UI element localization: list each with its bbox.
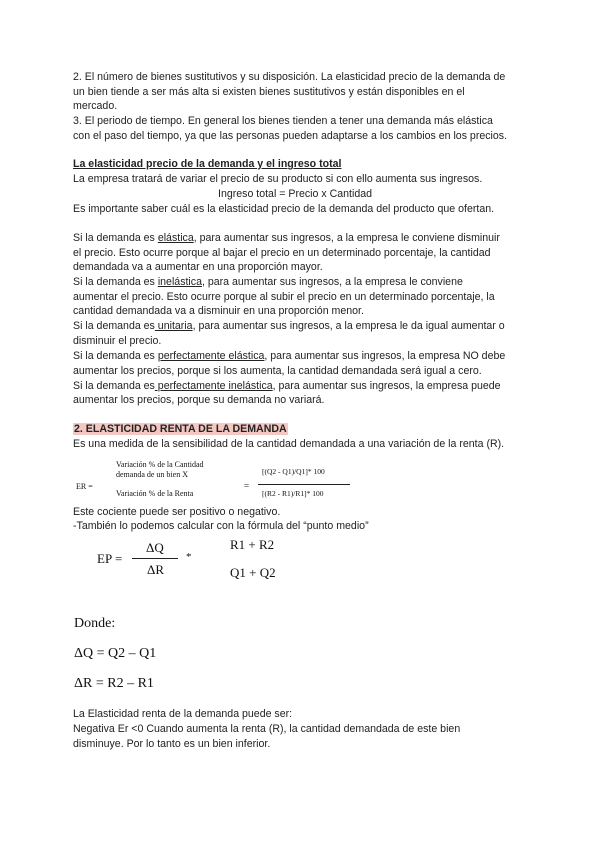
paragraph-line: 2. El número de bienes sustitutivos y su disposición. La elasticidad precio de la demanda de [73,71,506,83]
er-numerator-line1: Variación % de la Cantidad [116,460,204,469]
er-lhs: ER = [76,482,93,491]
term-perfectamente-elastica: perfectamente elástica [157,350,265,362]
ep-lhs: EP = [97,551,123,566]
donde-label: Donde: [74,616,116,631]
paragraph-line [73,320,505,333]
text-span: , para aumentar sus ingresos, a la empresa le conviene [201,276,463,288]
er-numerator-line2: demanda de un bien X [116,470,188,479]
paragraph-line: -También lo podemos calcular con la fórmula del “punto medio” [73,520,369,532]
paragraph-line: demandada va a aumentar en una proporción mayor. [73,261,323,273]
paragraph-line: Este cociente puede ser positivo o negativo. [73,506,281,518]
paragraph-line [73,232,500,245]
paragraph-line: La empresa tratará de variar el precio de su producto si con ello aumenta sus ingresos. [73,173,483,185]
paragraph-line: cantidad demandada va a disminuir en una proporción menor. [73,305,364,317]
delta-q-definition: ΔQ = Q2 – Q1 [74,646,157,661]
paragraph-line: el precio. Esto ocurre porque al bajar el precio en un determinado porcentaje, la cantidad [73,247,491,259]
paragraph-line: con el paso del tiempo, ya que las personas pueden adaptarse a los cambios en los precios. [73,130,508,142]
text-span: , para aumentar sus ingresos, la empresa NO debe [264,350,506,362]
text-span: , para aumentar sus ingresos, la empresa puede [272,380,501,392]
er-denominator: Variación % de la Renta [116,489,194,498]
fraction-bar [132,558,178,559]
ingreso-total-formula: Ingreso total = Precio x Cantidad [218,188,372,200]
text-span: Si la demanda es [73,320,155,332]
paragraph-line: disminuir el precio. [73,335,162,347]
paragraph-line: mercado. [73,100,118,112]
paragraph-line [73,276,463,289]
ep-denominator: ΔR [147,562,165,577]
paragraph-line: aumentar los precios, porque su demanda no variará. [73,394,325,406]
ep-multiply: * [186,551,192,563]
er-right-denominator: [(R2 - R1)/R1]* 100 [262,489,324,498]
ep-right-numerator: R1 + R2 [230,537,275,552]
paragraph-line: disminuye. Por lo tanto es un bien inferior. [73,738,271,750]
paragraph-line: 3. El periodo de tiempo. En general los bienes tienden a tener una demanda más elástica [73,115,493,127]
paragraph-line [73,380,501,393]
ep-numerator: ΔQ [146,540,164,555]
text-span: Si la demanda es [73,276,158,288]
term-perfectamente-inelastica: perfectamente inelástica [154,380,273,392]
fraction-bar [258,484,350,485]
paragraph-line: Es importante saber cuál es la elasticidad precio de la demanda del producto que ofertan. [73,203,495,215]
text-span: , para aumentar sus ingresos, a la empresa le conviene disminuir [193,232,500,244]
ep-right-denominator: Q1 + Q2 [230,565,276,580]
text-span: Si la demanda es [73,232,158,244]
text-span: , para aumentar sus ingresos, a la empresa le da igual aumentar o [192,320,505,332]
er-right-numerator: [(Q2 - Q1)/Q1]* 100 [262,467,325,476]
paragraph-line: Negativa Er <0 Cuando aumenta la renta (R), la cantidad demandada de este bien [73,723,461,735]
text-span: Si la demanda es [73,350,158,362]
paragraph-line: La Elasticidad renta de la demanda puede ser: [73,708,293,720]
section-heading-renta [73,423,288,436]
term-unitaria: unitaria [154,320,193,332]
delta-r-definition: ΔR = R2 – R1 [74,676,154,691]
text-span: Si la demanda es [73,380,155,392]
paragraph-line: Es una medida de la sensibilidad de la cantidad demandada a una variación de la renta (R). [73,438,505,450]
highlighted-heading: 2. ELASTICIDAD RENTA DE LA DEMANDA [74,423,287,435]
term-elastica: elástica [157,232,194,244]
paragraph-line [73,350,505,363]
paragraph-line: aumentar el precio. Esto ocurre porque al subir el precio en un determinado porcentaje, la [73,291,495,303]
section-heading-ingreso-total: La elasticidad precio de la demanda y el ingreso total [73,158,342,170]
er-equals: = [244,481,250,491]
paragraph-line: aumentar los precios, porque si los aumenta, la cantidad demandada será igual a cero. [73,365,482,377]
term-inelastica: inelástica [157,276,202,288]
paragraph-line: un bien tiende a ser más alta si existen bienes sustitutivos y están disponibles en el [73,86,465,98]
